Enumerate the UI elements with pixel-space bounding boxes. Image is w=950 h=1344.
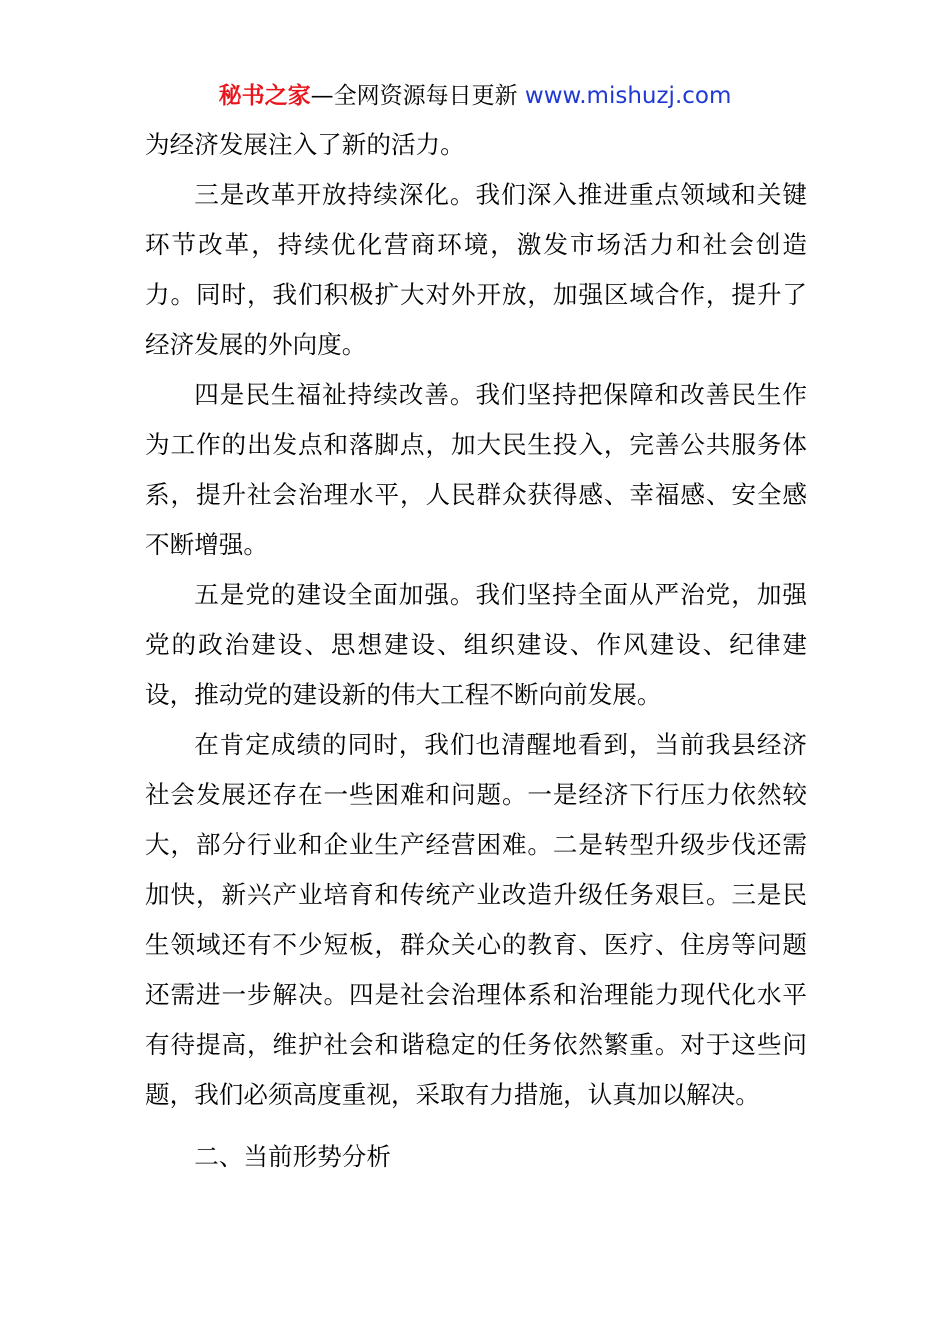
- section-heading: 二、当前形势分析: [194, 1142, 391, 1171]
- paragraph-continuation: 为经济发展注入了新的活力。: [145, 130, 465, 159]
- document-body: [145, 120, 807, 1182]
- paragraph-livelihood: 四是民生福祉持续改善。我们坚持把保障和改善民生作为工作的出发点和落脚点，加大民生投入，完善公共服务体系，提升社会治理水平，人民群众获得感、幸福感、安全感不断增强。: [145, 380, 807, 559]
- page-header: [0, 80, 950, 112]
- site-brand: 秘书之家: [218, 83, 311, 109]
- site-tagline: —全网资源每日更新: [310, 83, 525, 109]
- paragraph-problems: 在肯定成绩的同时，我们也清醒地看到，当前我县经济社会发展还存在一些困难和问题。一是经济下行压力依然较大，部分行业和企业生产经营困难。二是转型升级步伐还需加快，新兴产业培育和传统产业改造升级任务艰巨。三是民生领域还有不少短板，群众关心的教育、医疗、住房等问题还需进一步解决。四是社会治理体系和治理能力现代化水平有待提高，维护社会和谐稳定的任务依然繁重。对于这些问题，我们必须高度重视，采取有力措施，认真加以解决。: [145, 730, 807, 1109]
- paragraph-party-building: 五是党的建设全面加强。我们坚持全面从严治党，加强党的政治建设、思想建设、组织建设、作风建设、纪律建设，推动党的建设新的伟大工程不断向前发展。: [145, 580, 807, 709]
- paragraph-reform-opening: 三是改革开放持续深化。我们深入推进重点领域和关键环节改革，持续优化营商环境，激发市场活力和社会创造力。同时，我们积极扩大对外开放，加强区域合作，提升了经济发展的外向度。: [145, 180, 807, 359]
- site-url-link[interactable]: www.mishuzj.com: [524, 83, 732, 109]
